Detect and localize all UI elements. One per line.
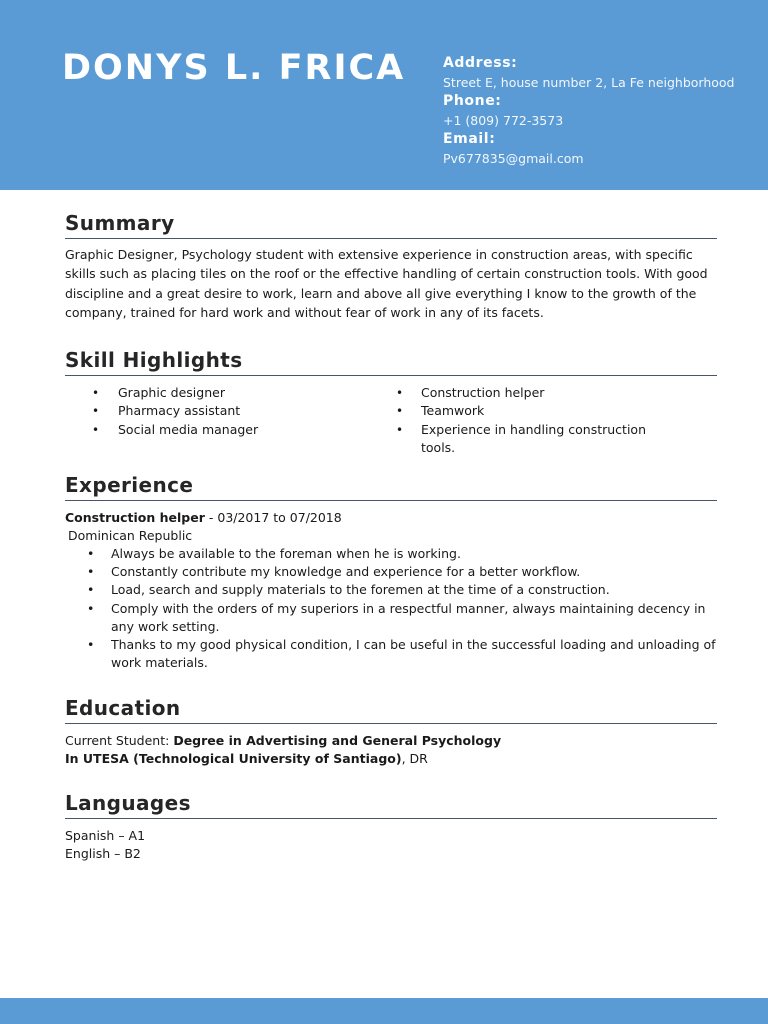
list-item: • Construction helper — [391, 384, 717, 402]
skills-heading: Skill Highlights — [65, 347, 717, 376]
address-value: Street E, house number 2, La Fe neighborhood — [443, 75, 735, 90]
list-item: • Comply with the orders of my superiors in a respectful manner, always maintaining decency in any work setting. — [87, 600, 706, 634]
address-label: Address: — [443, 55, 518, 71]
footer-bar — [0, 998, 768, 1024]
bullet-icon: • — [396, 422, 404, 437]
duties-list — [65, 545, 717, 672]
summary-section — [65, 210, 717, 322]
email-value: Pv677835@gmail.com — [443, 151, 584, 166]
skills-list — [65, 384, 717, 457]
bullet-icon: • — [396, 386, 404, 400]
education-status: Current Student: — [65, 733, 174, 748]
job-header — [65, 509, 717, 527]
summary-heading: Summary — [65, 210, 717, 239]
bullet-icon: • — [87, 582, 95, 598]
languages-heading: Languages — [65, 790, 717, 819]
education-country: , DR — [401, 751, 428, 766]
bullet-icon: • — [396, 404, 404, 419]
applicant-name: DONYS L. FRICA — [62, 48, 406, 88]
list-item: • Thanks to my good physical condition, I can be useful in the successful loading and unloading of work materials. — [87, 637, 716, 671]
education-heading: Education — [65, 695, 717, 724]
phone-value: +1 (809) 772-3573 — [443, 113, 564, 128]
bullet-icon: • — [92, 404, 100, 419]
education-section — [65, 695, 717, 768]
list-item: • Load, search and supply materials to the foremen at the time of a construction. — [65, 581, 717, 599]
phone-label: Phone: — [443, 93, 502, 109]
summary-text: Graphic Designer, Psychology student with extensive experience in construction areas, with specific skills such as placing tiles on the roof or the effective handling of certain construction tools. With good discipline and a great desire to work, learn and above all give everything I know to the growth of the company, trained for hard work and without fear of work in any of its facets. — [65, 247, 708, 320]
header-banner — [0, 0, 768, 190]
education-school: In UTESA (Technological University of Santiago) — [65, 751, 402, 766]
list-item: • Constantly contribute my knowledge and experience for a better workflow. — [65, 563, 717, 581]
list-item: • Pharmacy assistant — [65, 402, 391, 420]
list-item: • Social media manager — [65, 421, 391, 439]
experience-heading: Experience — [65, 472, 717, 501]
bullet-icon: • — [92, 386, 100, 400]
bullet-icon: • — [87, 600, 95, 616]
languages-list — [65, 827, 717, 863]
list-item: • Teamwork — [391, 402, 717, 420]
bullet-icon: • — [87, 546, 95, 561]
language-item: Spanish – A1 — [65, 828, 146, 843]
language-item: English – B2 — [65, 846, 141, 861]
education-body — [65, 732, 717, 768]
email-label: Email: — [443, 131, 496, 147]
education-degree: Degree in Advertising and General Psychology — [173, 733, 502, 748]
bullet-icon: • — [87, 637, 95, 653]
skills-section — [65, 347, 717, 457]
list-item: • Always be available to the foreman when he is working. — [65, 545, 717, 563]
job-dates: - 03/2017 to 07/2018 — [204, 510, 342, 525]
bullet-icon: • — [92, 422, 100, 437]
education-degree-line — [65, 732, 717, 750]
job-location: Dominican Republic — [68, 528, 193, 543]
job-title: Construction helper — [65, 510, 205, 525]
list-item: • Graphic designer — [65, 384, 391, 402]
bullet-icon: • — [87, 564, 95, 580]
experience-section — [65, 472, 717, 672]
education-school-line — [65, 750, 717, 768]
languages-section — [65, 790, 717, 863]
contact-block — [443, 54, 763, 168]
list-item: • Experience in handling construction tools. — [396, 421, 646, 455]
skills-column-left — [65, 384, 391, 457]
experience-body — [65, 509, 717, 672]
skills-column-right — [391, 384, 717, 457]
